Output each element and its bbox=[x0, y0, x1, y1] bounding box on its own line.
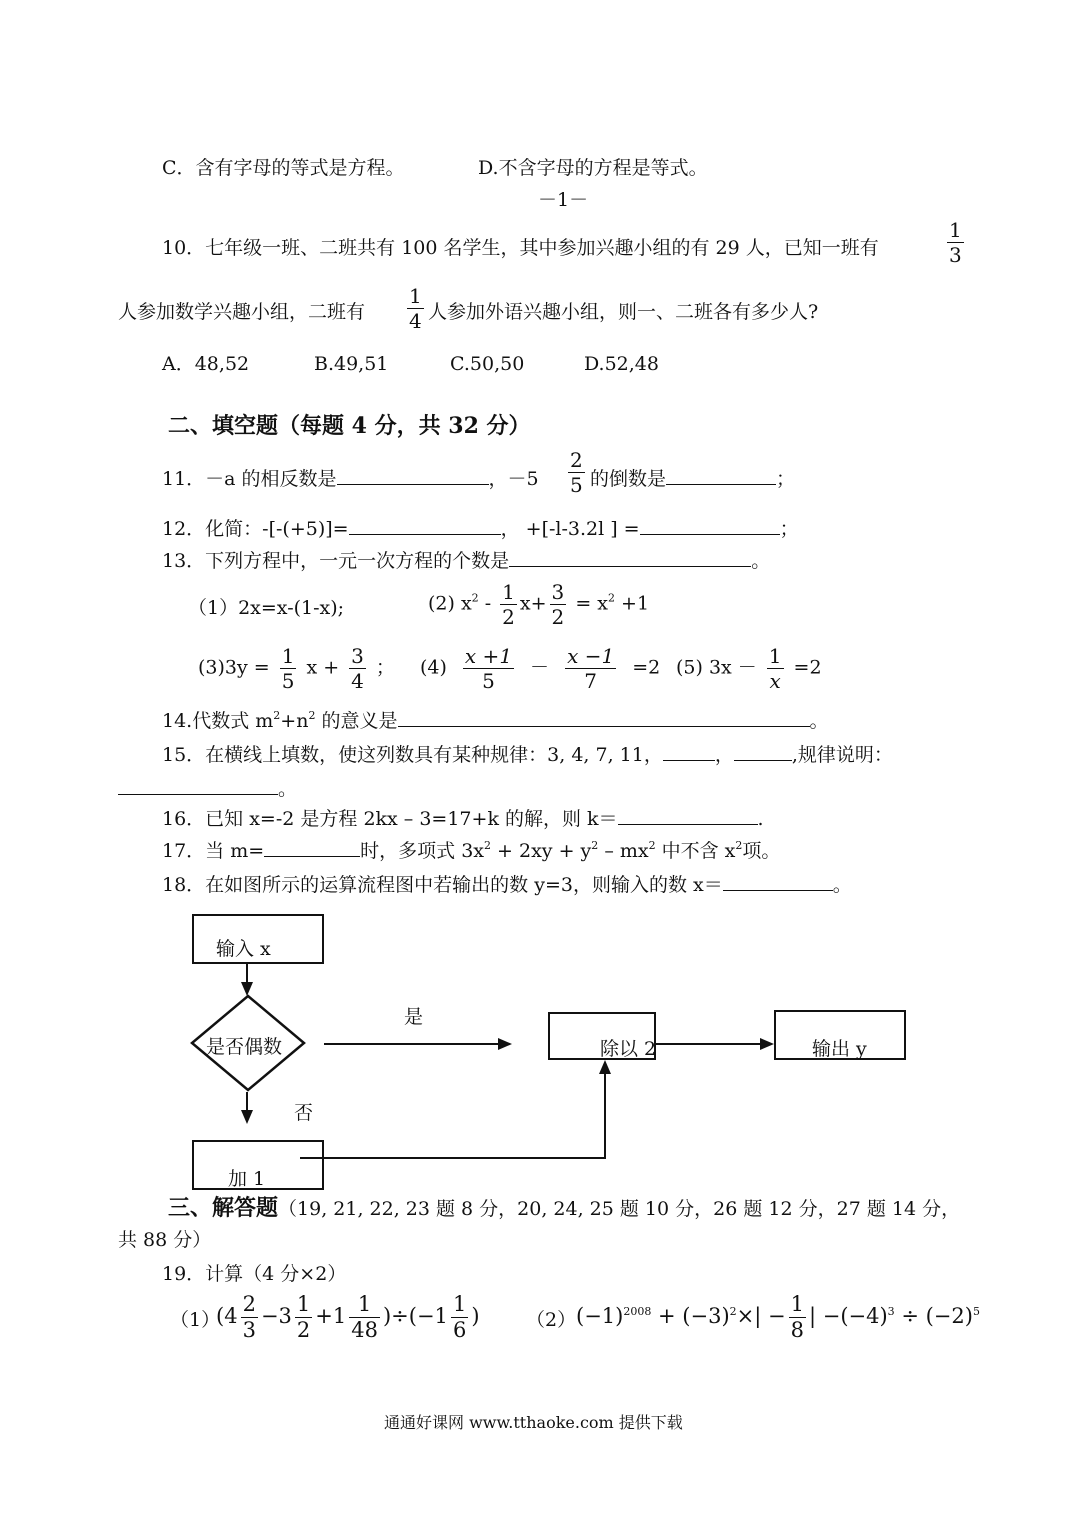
q10-text-2a: 人参加数学兴趣小组，二班有 bbox=[118, 301, 366, 323]
fraction-denominator: 2 bbox=[502, 605, 515, 629]
fraction-denominator: 4 bbox=[351, 669, 364, 693]
q10-option-b: B.49,51 bbox=[314, 353, 389, 375]
q15-text-b: ， bbox=[714, 744, 734, 766]
q15-line-2 bbox=[118, 776, 297, 801]
q11-tail bbox=[590, 466, 795, 491]
answer-blank[interactable] bbox=[666, 466, 776, 485]
page-number: －1－ bbox=[538, 189, 589, 211]
eq-text: =2 bbox=[632, 656, 661, 679]
flow-connector bbox=[604, 1072, 606, 1159]
section-3-note: （19, 21, 22, 23 题 8 分，20, 24, 25 题 10 分，26 题 12 分，27 题 14 分， bbox=[278, 1198, 961, 1220]
flow-input-label: 输入 x bbox=[216, 938, 271, 960]
q13-eq-3 bbox=[198, 646, 395, 691]
answer-blank[interactable] bbox=[734, 742, 792, 761]
fraction-denominator: 3 bbox=[949, 243, 962, 267]
eq-text: =2 bbox=[793, 656, 822, 679]
eq-text: +1 bbox=[615, 592, 650, 615]
flow-output-label: 输出 y bbox=[812, 1038, 867, 1060]
q10-fraction-1 bbox=[944, 220, 967, 265]
q16-text: 16．已知 x=-2 是方程 2kx – 3=17+k 的解，则 k＝ bbox=[162, 808, 618, 830]
fraction-numerator: 3 bbox=[551, 580, 565, 604]
eq-text: (2) x bbox=[428, 592, 472, 615]
flow-divide-label: 除以 2 bbox=[600, 1038, 657, 1060]
flow-decision-label: 是否偶数 bbox=[206, 1036, 283, 1058]
answer-blank[interactable] bbox=[264, 838, 360, 857]
answer-blank[interactable] bbox=[509, 548, 751, 567]
eq-text: (3)3y = bbox=[198, 656, 270, 679]
arrow-right-icon bbox=[760, 1038, 774, 1050]
q10-option-d: D.52,48 bbox=[584, 353, 659, 375]
fraction-numerator: 1 bbox=[949, 218, 962, 242]
fraction-denominator: x bbox=[769, 669, 781, 693]
q12-end: ； bbox=[779, 518, 799, 540]
fraction-numerator: 1 bbox=[502, 580, 515, 604]
flow-add-label: 加 1 bbox=[228, 1168, 266, 1190]
q12 bbox=[162, 516, 799, 541]
eq-text: (4) bbox=[420, 656, 447, 679]
flow-connector bbox=[656, 1043, 762, 1045]
q9-option-d: D.不含字母的方程是等式。 bbox=[478, 157, 708, 179]
q14-end: 。 bbox=[809, 710, 829, 732]
arrow-down-icon bbox=[241, 1110, 253, 1124]
q19-part-1-expr: (4 $\frac{2}{3}$ −3 $\frac{1}{2}$ +1 $\frac{1}{48}$ )÷(−1 $\frac{1}{6}$ ) bbox=[216, 1292, 480, 1342]
answer-blank[interactable] bbox=[640, 516, 780, 535]
q15-end: 。 bbox=[278, 778, 298, 800]
q14-text-b: +n bbox=[280, 710, 309, 732]
q19-part-2-expr: $(-1)^{2008} + (-3)^2\times|$ − $\frac{1}{8}$ | $-(-4)^3 \div (-2)^5$ bbox=[576, 1292, 980, 1342]
q17-text-e: 中不含 x bbox=[655, 840, 736, 862]
q10-option-c: C.50,50 bbox=[450, 353, 525, 375]
eq-text: x + bbox=[306, 656, 340, 679]
flow-yes-label: 是 bbox=[404, 1006, 424, 1028]
q17-text-f: 项。 bbox=[742, 840, 781, 862]
answer-blank[interactable] bbox=[349, 516, 501, 535]
section-2-title: 二、填空题（每题 4 分，共 32 分） bbox=[168, 413, 531, 439]
q11-text-a: 11．－a 的相反数是 bbox=[162, 468, 337, 490]
q10-fraction-2 bbox=[404, 286, 427, 331]
answer-blank[interactable] bbox=[398, 708, 810, 727]
q11-text-c: 的倒数是 bbox=[590, 468, 667, 490]
flow-connector bbox=[246, 1092, 248, 1112]
q18 bbox=[162, 872, 852, 897]
fraction-numerator: 2 bbox=[570, 448, 583, 472]
q11-text-b: ，－5 bbox=[488, 468, 539, 490]
q13-eq-5 bbox=[676, 646, 822, 691]
q19-stem: 19．计算（4 分×2） bbox=[162, 1263, 347, 1285]
eq-text: ； bbox=[375, 656, 395, 679]
fraction-denominator: 4 bbox=[409, 309, 422, 333]
fraction-denominator: 7 bbox=[584, 669, 597, 693]
fraction-numerator: 1 bbox=[281, 644, 295, 668]
arrow-right-icon bbox=[498, 1038, 512, 1050]
q10-text-2b: 人参加外语兴趣小组，则一、二班各有多少人? bbox=[428, 301, 819, 323]
fraction-numerator: x +1 bbox=[464, 644, 513, 668]
q10-text-1: 10．七年级一班、二班共有 100 名学生，其中参加兴趣小组的有 29 人，已知一班有 bbox=[162, 237, 879, 259]
answer-blank[interactable] bbox=[723, 872, 833, 891]
answer-blank[interactable] bbox=[663, 742, 715, 761]
section-3-note-2: 共 88 分） bbox=[118, 1229, 212, 1251]
q17-text-a: 17．当 m= bbox=[162, 840, 265, 862]
fraction-denominator: 5 bbox=[570, 473, 583, 497]
fraction-numerator: x −1 bbox=[567, 644, 615, 668]
q18-text: 18．在如图所示的运算流程图中若输出的数 y=3，则输入的数 x＝ bbox=[162, 874, 723, 896]
footer-text: 通通好课网 www.tthaoke.com 提供下载 bbox=[384, 1413, 683, 1432]
fraction-denominator: 5 bbox=[482, 669, 495, 693]
q16 bbox=[162, 806, 764, 831]
eq-text: = x bbox=[569, 592, 608, 615]
answer-blank[interactable] bbox=[118, 776, 278, 795]
answer-blank[interactable] bbox=[618, 806, 758, 825]
q13-eq-1: （1）2x=x-(1-x); bbox=[188, 597, 345, 619]
flow-connector bbox=[324, 1043, 500, 1045]
eq-text: - bbox=[478, 592, 498, 615]
q14-text-c: 的意义是 bbox=[315, 710, 398, 732]
flow-no-label: 否 bbox=[294, 1102, 314, 1124]
fraction-denominator: 2 bbox=[551, 605, 565, 629]
section-3-heading bbox=[168, 1196, 960, 1221]
q17-text-d: – mx bbox=[598, 840, 649, 862]
arrow-up-icon bbox=[599, 1060, 611, 1074]
q19-part-1-label: （1） bbox=[170, 1309, 221, 1331]
q13-stem bbox=[162, 548, 770, 573]
q17-text-b: 时，多项式 3x bbox=[360, 840, 484, 862]
section-3-title: 三、解答题 bbox=[168, 1195, 279, 1221]
eq-text: x+ bbox=[519, 592, 547, 615]
q10-line-2 bbox=[118, 300, 365, 324]
eq-text: (5) 3x － bbox=[676, 656, 757, 679]
fraction-numerator: 1 bbox=[768, 644, 782, 668]
fraction-denominator: 5 bbox=[281, 669, 295, 693]
eq-text: － bbox=[530, 656, 550, 679]
q11-fraction bbox=[565, 450, 588, 495]
flow-connector bbox=[300, 1157, 606, 1159]
q19-part-2-label: （2） bbox=[526, 1309, 577, 1331]
q15-text-a: 15．在横线上填数，使这列数具有某种规律：3, 4, 7, 11， bbox=[162, 744, 663, 766]
q11 bbox=[162, 466, 539, 491]
q10-stem bbox=[162, 236, 879, 260]
fraction-numerator: 3 bbox=[351, 644, 364, 668]
fraction-numerator: 1 bbox=[409, 284, 422, 308]
q14-text-a: 14.代数式 m bbox=[162, 710, 274, 732]
q11-end: ； bbox=[776, 468, 796, 490]
q13-end: 。 bbox=[751, 550, 771, 572]
q13-eq-2: (2) $x^2$ - $\frac{1}{2}$ x+ $\frac{3}{2}$ = $x^2 +1$ bbox=[428, 580, 650, 629]
q14: 14.代数式 $m^2+n^2$ 的意义是 。 bbox=[162, 709, 829, 732]
q12-text-a: 12．化简：-[-(+5)]= bbox=[162, 518, 349, 540]
q18-end: 。 bbox=[832, 874, 852, 896]
q13-text: 13．下列方程中，一元一次方程的个数是 bbox=[162, 550, 510, 572]
q13-eq-4 bbox=[420, 646, 660, 691]
q15 bbox=[162, 742, 893, 767]
q9-option-c: C．含有字母的等式是方程。 bbox=[162, 157, 405, 179]
q10-option-a: A．48,52 bbox=[162, 353, 250, 375]
q16-end: . bbox=[757, 808, 764, 830]
q17: 17．当 m= 时，多项式 $3x^2 + 2xy + y^2 - mx^2$ 中不含 $x^2$项。 bbox=[162, 839, 781, 862]
q17-text-c: + 2xy + y bbox=[491, 840, 592, 862]
answer-blank[interactable] bbox=[337, 466, 489, 485]
q12-text-b: ， +[-l-3.2l ] = bbox=[500, 518, 640, 540]
q15-text-c: ,规律说明： bbox=[791, 744, 893, 766]
